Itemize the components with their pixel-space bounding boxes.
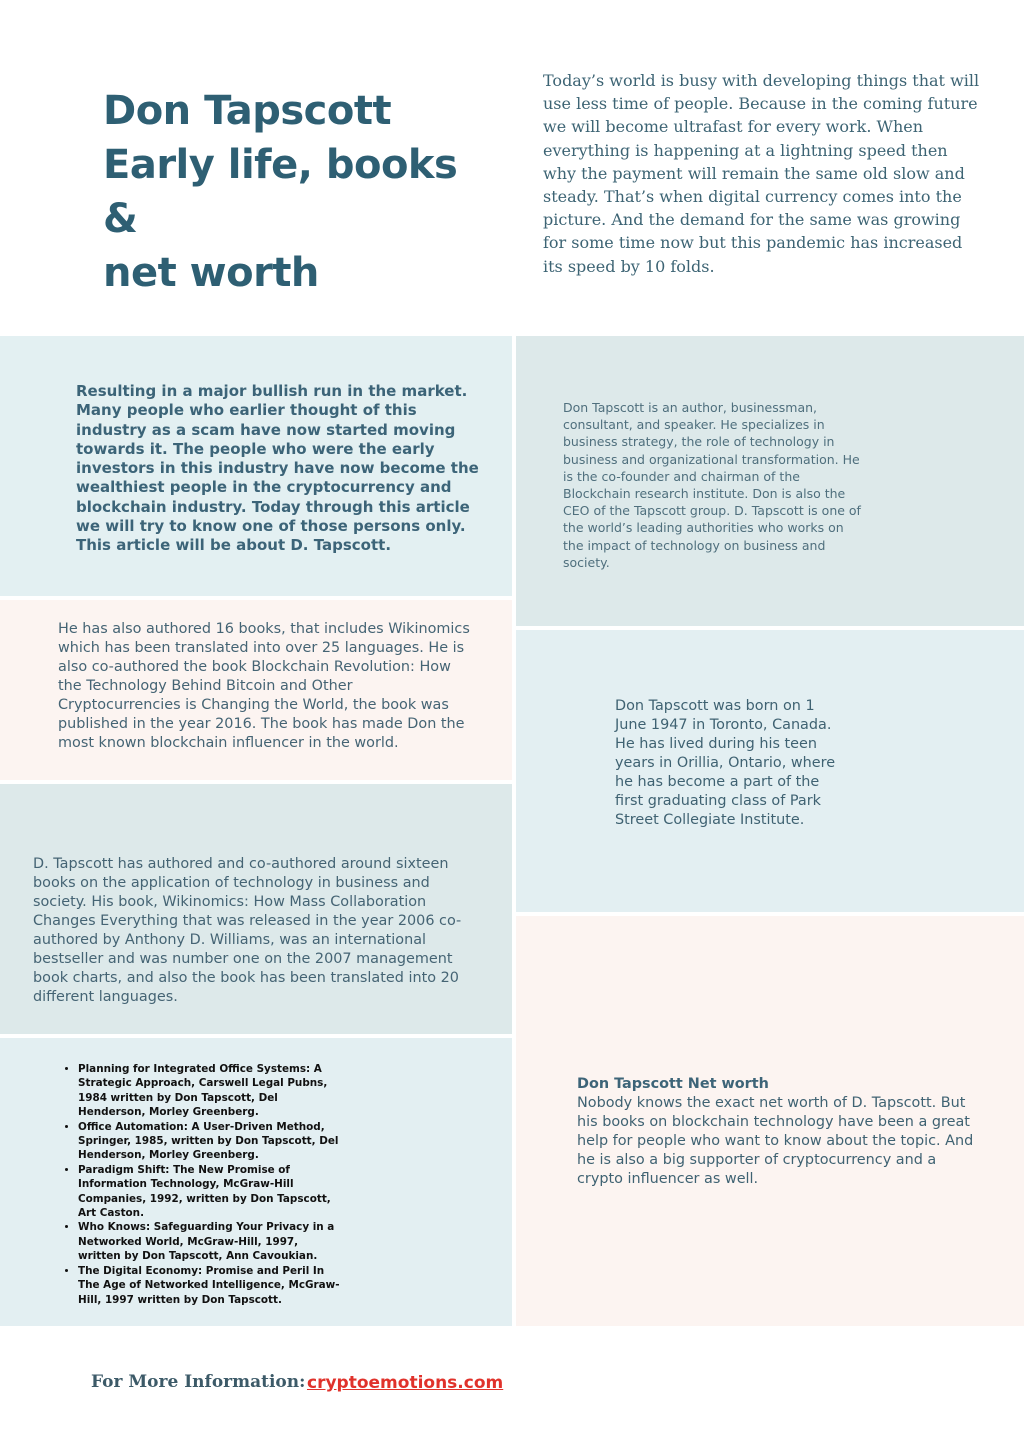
networth-text: Nobody knows the exact net worth of D. Tapscott. But his books on blockchain technology have been a great help for people who want to know about the topic. And he is also a big supporter of cryptocurrency and a crypto influencer as well. <box>577 1095 974 1187</box>
page-title <box>103 84 503 300</box>
book-list <box>62 1062 344 1307</box>
title-line-1: Don Tapscott <box>103 88 392 134</box>
books-16-text: He has also authored 16 books, that includes Wikinomics which has been translated into over 25 languages. He is also co-authored the book Blockchain Revolution: How the Technology Behind Bitcoin and Other Cryptocurrencies is Changing the World, the book was published in the year 2016. The book has made Don the most known blockchain influencer in the world. <box>58 621 470 751</box>
born-text: Don Tapscott was born on 1 June 1947 in Toronto, Canada. He has lived during his teen years in Orillia, Ontario, where he has become a part of the first graduating class of Park Street Collegiate Institute. <box>615 698 836 828</box>
footer-label: For More Information: <box>91 1372 306 1392</box>
intro-paragraph: Today’s world is busy with developing things that will use less time of people. Because in the coming future we will become ultrafast for every work. When everything is happening at a lightning speed then why the payment will remain the same old slow and steady. That’s when digital currency comes into the picture. And the demand for the same was growing for some time now but this pandemic has increased its speed by 10 folds. <box>543 71 980 276</box>
wikinomics-text: D. Tapscott has authored and co-authored around sixteen books on the application of technology in business and society. His book, Wikinomics: How Mass Collaboration Changes Everything that was released in the year 2006 co-authored by Anthony D. Williams, was an international bestseller and was number one on the 2007 management book charts, and also the book has been translated into 20 different languages. <box>33 856 462 1005</box>
title-line-3: net worth <box>103 250 319 296</box>
list-item: • The Digital Economy: Promise and Peril In The Age of Networked Intelligence, McGraw-Hill, 1997 written by Don Tapscott. <box>78 1264 344 1307</box>
list-item: • Paradigm Shift: The New Promise of Information Technology, McGraw-Hill Companies, 1992, written by Don Tapscott, Art Caston. <box>78 1163 344 1221</box>
list-item: • Office Automation: A User-Driven Method, Springer, 1985, written by Don Tapscott, Del Henderson, Morley Greenberg. <box>78 1120 344 1163</box>
bullish-text: Resulting in a major bullish run in the market. Many people who earlier thought of this industry as a scam have now started moving towards it. The people who were the early investors in this industry have now become the wealthiest people in the cryptocurrency and blockchain industry. Today through this article we will try to know one of those persons only. This article will be about D. Tapscott. <box>76 382 479 555</box>
list-item: • Who Knows: Safeguarding Your Privacy in a Networked World, McGraw-Hill, 1997, written by Don Tapscott, Ann Cavoukian. <box>78 1220 344 1263</box>
networth-block <box>577 1075 977 1189</box>
title-line-2: Early life, books & <box>103 142 458 242</box>
footer-website-link[interactable]: cryptoemotions.com <box>307 1373 504 1393</box>
about-text: Don Tapscott is an author, businessman, consultant, and speaker. He specializes in business strategy, the role of technology in business and organizational transformation. He is the co-founder and chairman of the Blockchain research institute. Don is also the CEO of the Tapscott group. D. Tapscott is one of the world’s leading authorities who works on the impact of technology on business and society. <box>563 400 861 570</box>
list-item: • Planning for Integrated Office Systems: A Strategic Approach, Carswell Legal Pubns, 1984 written by Don Tapscott, Del Henderson, Morley Greenberg. <box>78 1062 344 1120</box>
networth-heading: Don Tapscott Net worth <box>577 1076 769 1092</box>
